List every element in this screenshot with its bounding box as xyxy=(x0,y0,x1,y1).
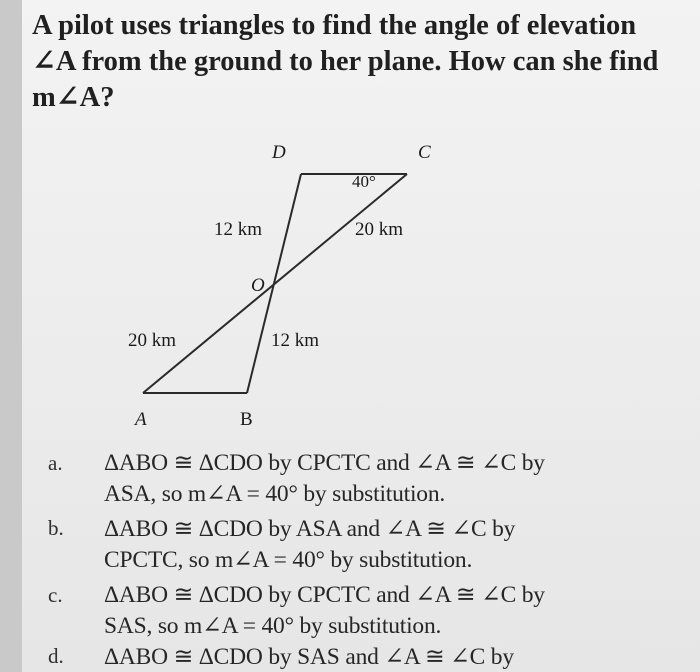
angle-40-label: 40° xyxy=(352,172,376,191)
choice-c-line-2: SAS, so m∠A = 40° by substitution. xyxy=(104,613,442,639)
choice-b-line-2: CPCTC, so m∠A = 40° by substitution. xyxy=(104,547,473,573)
choice-d-letter: d. xyxy=(48,644,64,668)
choice-a-line-1: ΔABO ≅ ΔCDO by CPCTC and ∠A ≅ ∠C by xyxy=(104,450,545,476)
choice-b-letter: b. xyxy=(48,516,64,540)
choice-c-line-1: ΔABO ≅ ΔCDO by CPCTC and ∠A ≅ ∠C by xyxy=(104,582,545,608)
point-c-label: C xyxy=(418,142,431,163)
segment-ob-length: 12 km xyxy=(271,330,320,351)
choice-d-line-1: ΔABO ≅ ΔCDO by SAS and ∠A ≅ ∠C by xyxy=(104,644,514,670)
point-b-label: B xyxy=(240,409,253,430)
choice-c-letter: c. xyxy=(48,583,63,607)
point-a-label: A xyxy=(135,409,147,430)
choice-a-letter: a. xyxy=(48,451,63,475)
point-o-label: O xyxy=(251,275,265,296)
choice-a-line-2: ASA, so m∠A = 40° by substitution. xyxy=(104,481,446,507)
question-line-3: m∠A? xyxy=(32,82,115,113)
segment-oc-length: 20 km xyxy=(355,219,404,240)
choice-b-line-1: ΔABO ≅ ΔCDO by ASA and ∠A ≅ ∠C by xyxy=(104,516,516,542)
point-d-label: D xyxy=(272,142,286,163)
question-line-1: A pilot uses triangles to find the angle of elevation xyxy=(32,10,637,41)
segment-do-length: 12 km xyxy=(214,219,263,240)
segment-ao-length: 20 km xyxy=(128,330,177,351)
question-line-2: ∠A from the ground to her plane. How can she find xyxy=(32,46,659,77)
